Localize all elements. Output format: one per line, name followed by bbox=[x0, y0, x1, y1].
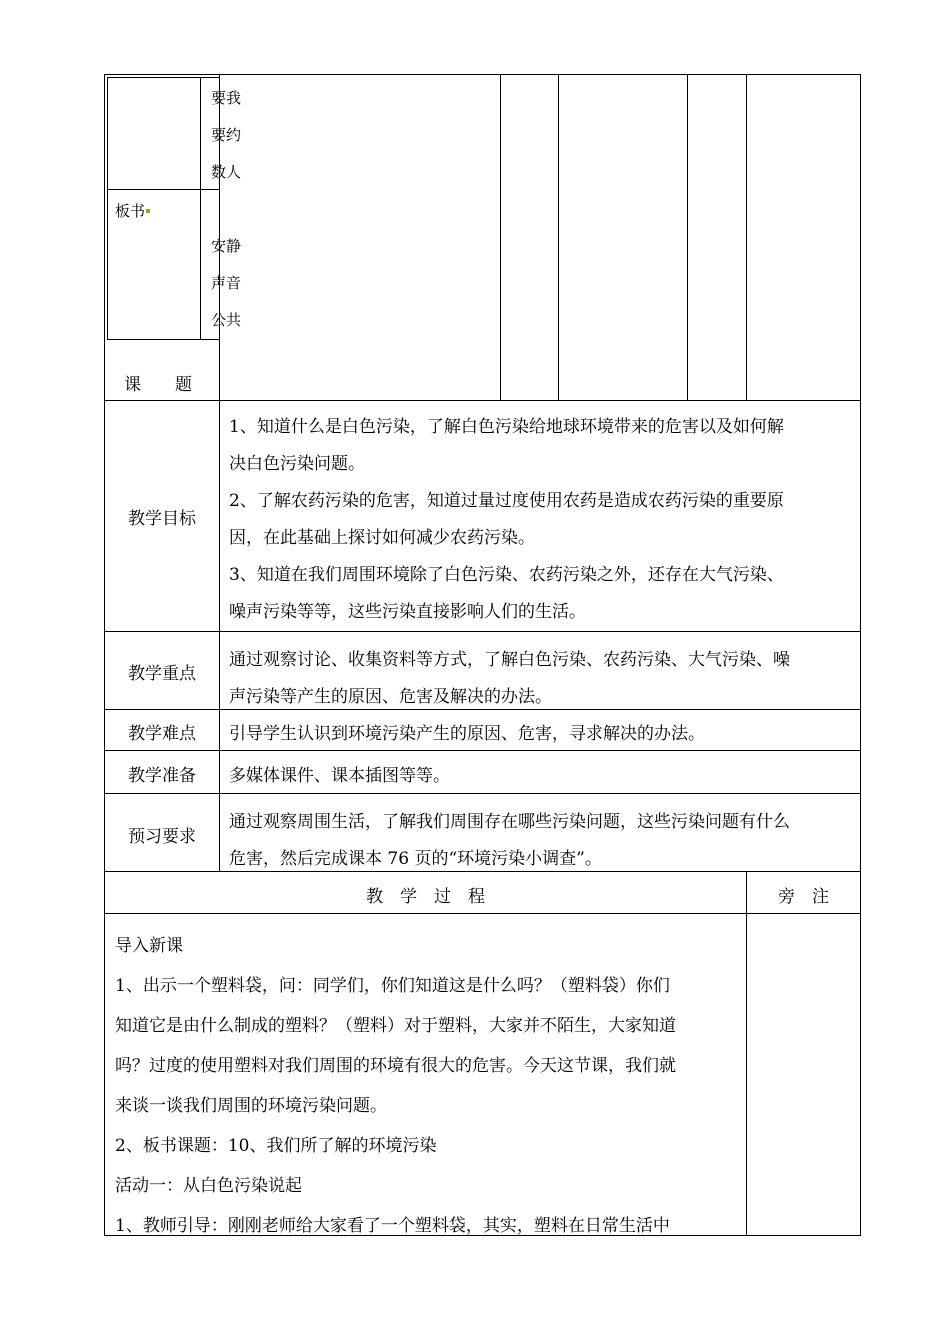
vertical-text-line: 要我 bbox=[211, 89, 242, 107]
objectives-line: 因，在此基础上探讨如何减少农药污染。 bbox=[229, 528, 535, 548]
key-points-line: 声污染等产生的原因、危害及解决的办法。 bbox=[229, 687, 552, 707]
difficulties-content: 引导学生认识到环境污染产生的原因、危害，寻求解决的办法。 bbox=[229, 724, 705, 744]
process-line: 来谈一谈我们周围的环境污染问题。 bbox=[115, 1096, 387, 1116]
preview-label: 预习要求 bbox=[128, 827, 196, 847]
row-sep-5 bbox=[104, 793, 861, 794]
table-border-left bbox=[104, 74, 105, 1236]
header-col-divider-2 bbox=[558, 74, 559, 400]
objectives-line: 2、了解农药污染的危害，知道过量过度使用农药是造成农药污染的重要原 bbox=[229, 491, 784, 511]
row-sep-7 bbox=[104, 913, 861, 914]
vertical-text-line: 数人 bbox=[211, 163, 242, 181]
vertical-text-line: 公共 bbox=[211, 311, 242, 329]
objectives-label: 教学目标 bbox=[128, 509, 196, 529]
row-sep-2 bbox=[104, 631, 861, 632]
process-line: 吗？过度的使用塑料对我们周围的环境有很大的危害。今天这节课，我们就 bbox=[115, 1056, 676, 1076]
process-content bbox=[115, 926, 676, 1246]
nested-box-left bbox=[107, 77, 108, 339]
vertical-text-line: 安静 bbox=[211, 237, 242, 255]
difficulties-label: 教学难点 bbox=[128, 724, 196, 744]
objectives-line: 噪声污染等等，这些污染直接影响人们的生活。 bbox=[229, 602, 586, 622]
header-col-divider-3 bbox=[687, 74, 688, 400]
preview-line: 危害，然后完成课本 76 页的“环境污染小调查”。 bbox=[229, 849, 602, 869]
objectives-content bbox=[229, 409, 784, 631]
process-line: 1、出示一个塑料袋，问：同学们，你们知道这是什么吗？（塑料袋）你们 bbox=[115, 976, 670, 996]
process-line: 知道它是由什么制成的塑料？（塑料）对于塑料，大家并不陌生，大家知道 bbox=[115, 1016, 676, 1036]
nested-box-top bbox=[107, 77, 220, 78]
table-border-right bbox=[860, 74, 861, 1236]
nested-box-mid bbox=[107, 189, 220, 190]
preview-content bbox=[229, 804, 790, 878]
process-line: 导入新课 bbox=[115, 936, 183, 956]
key-points-label: 教学重点 bbox=[128, 664, 196, 684]
header-col-divider-1 bbox=[500, 74, 501, 400]
side-col-divider bbox=[746, 871, 747, 1235]
preparation-label: 教学准备 bbox=[128, 766, 196, 786]
side-notes-header: 旁 注 bbox=[778, 887, 829, 907]
objectives-line: 3、知道在我们周围环境除了白色污染、农药污染之外，还存在大气污染、 bbox=[229, 565, 784, 585]
key-points-line: 通过观察讨论、收集资料等方式，了解白色污染、农药污染、大气污染、噪 bbox=[229, 650, 790, 670]
vertical-text-line: 声音 bbox=[211, 274, 242, 292]
process-line: 活动一：从白色污染说起 bbox=[115, 1176, 302, 1196]
topic-label: 课 题 bbox=[124, 375, 192, 395]
row-sep-1 bbox=[104, 400, 861, 401]
process-line: 1、教师引导：刚刚老师给大家看了一个塑料袋，其实，塑料在日常生活中 bbox=[115, 1216, 670, 1236]
anchor-marker-icon bbox=[146, 209, 150, 213]
vertical-text-line: 要约 bbox=[211, 126, 242, 144]
header-col-divider-4 bbox=[746, 74, 747, 400]
key-points-content bbox=[229, 642, 790, 716]
nested-box-inner-right bbox=[200, 77, 201, 339]
preparation-content: 多媒体课件、课本插图等等。 bbox=[229, 766, 450, 786]
nested-box-bottom bbox=[107, 339, 220, 340]
vertical-text-group-2 bbox=[211, 228, 251, 339]
row-sep-4 bbox=[104, 750, 861, 751]
vertical-text-group-1 bbox=[211, 80, 251, 191]
objectives-line: 1、知道什么是白色污染，了解白色污染给地球环境带来的危害以及如何解 bbox=[229, 417, 784, 437]
table-border-top bbox=[104, 74, 861, 75]
board-label: 板书 bbox=[115, 202, 146, 220]
process-header: 教 学 过 程 bbox=[366, 887, 485, 907]
process-line: 2、板书课题：10、我们所了解的环境污染 bbox=[115, 1136, 437, 1156]
preview-line: 通过观察周围生活，了解我们周围存在哪些污染问题，这些污染问题有什么 bbox=[229, 812, 790, 832]
objectives-line: 决白色污染问题。 bbox=[229, 454, 365, 474]
label-col-divider bbox=[219, 400, 220, 871]
